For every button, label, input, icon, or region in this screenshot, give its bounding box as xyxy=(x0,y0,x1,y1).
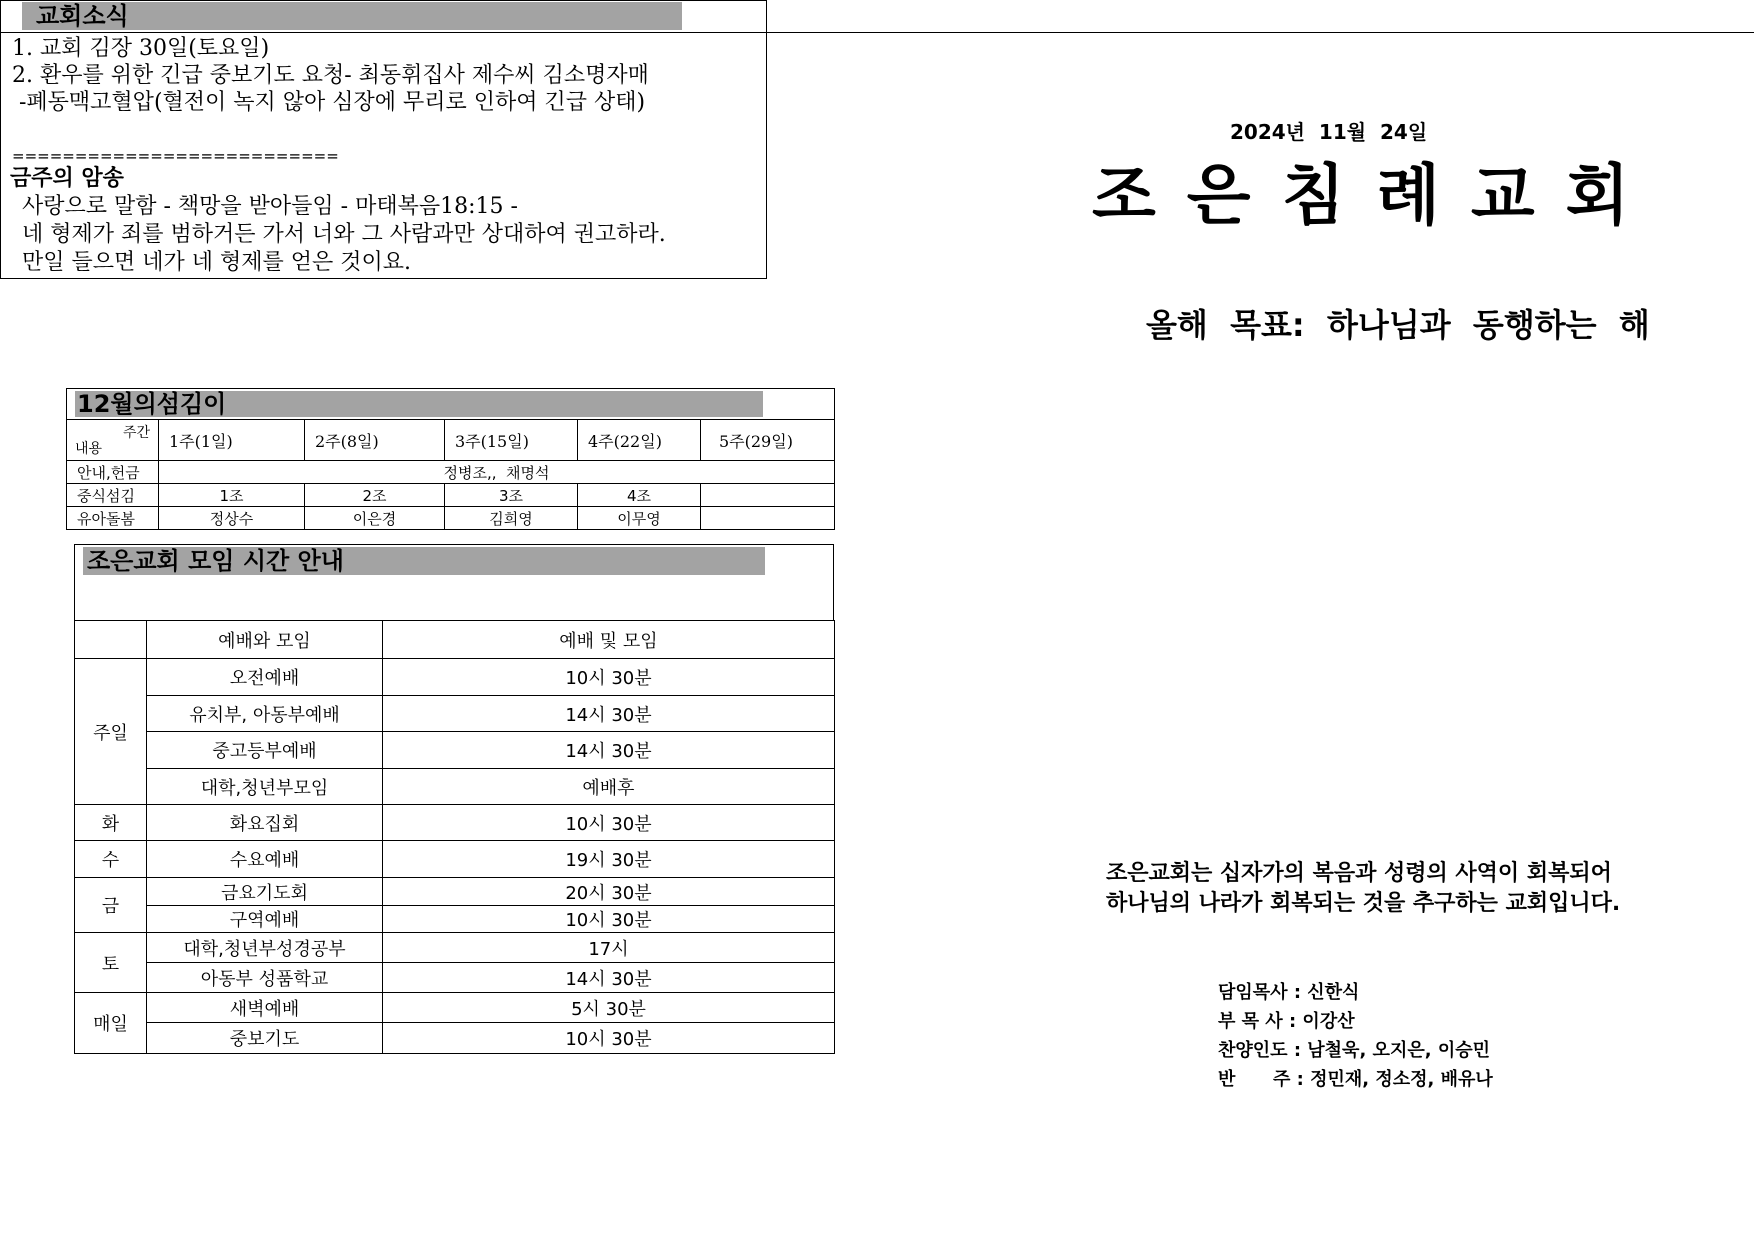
servers-table xyxy=(66,388,835,530)
childcare-week-3: 김희영 xyxy=(445,507,578,530)
meeting-time: 10시 30분 xyxy=(383,906,835,933)
day-friday: 금 xyxy=(75,878,147,933)
memory-verse-line-1: 사랑으로 말함 - 책망을 받아들임 - 마태복음18:15 - xyxy=(22,194,518,219)
meeting-name: 오전예배 xyxy=(147,659,383,696)
meeting-time: 예배후 xyxy=(383,769,835,805)
memory-verse-line-3: 만일 들으면 네가 네 형제를 얻은 것이요. xyxy=(22,250,411,275)
meetings-header-blank xyxy=(75,621,147,659)
lunch-week-2: 2조 xyxy=(305,484,445,507)
meeting-name: 수요예배 xyxy=(147,841,383,878)
lunch-week-1: 1조 xyxy=(159,484,305,507)
corner-week-label: 주간 xyxy=(122,425,150,441)
meetings-table xyxy=(74,620,835,1054)
meeting-name: 화요집회 xyxy=(147,805,383,841)
meeting-time: 19시 30분 xyxy=(383,841,835,878)
news-item-1: 1. 교회 김장 30일(토요일) xyxy=(12,36,270,61)
week-header-4: 4주(22일) xyxy=(578,420,701,461)
row-label-ushers: 안내,헌금 xyxy=(67,461,159,484)
childcare-week-4: 이무영 xyxy=(578,507,701,530)
meeting-time: 20시 30분 xyxy=(383,878,835,906)
lunch-week-4: 4조 xyxy=(578,484,701,507)
servers-corner-cell xyxy=(67,420,159,461)
meeting-name: 아동부 성품학교 xyxy=(147,963,383,993)
meeting-name: 중고등부예배 xyxy=(147,732,383,769)
meeting-name: 대학,청년부성경공부 xyxy=(147,933,383,963)
meeting-time: 10시 30분 xyxy=(383,1023,835,1054)
meeting-time: 14시 30분 xyxy=(383,963,835,993)
meeting-name: 중보기도 xyxy=(147,1023,383,1054)
meeting-time: 14시 30분 xyxy=(383,732,835,769)
week-header-5: 5주(29일) xyxy=(701,420,835,461)
day-tuesday: 화 xyxy=(75,805,147,841)
week-header-2: 2주(8일) xyxy=(305,420,445,461)
lunch-week-3: 3조 xyxy=(445,484,578,507)
meeting-name: 구역예배 xyxy=(147,906,383,933)
meeting-time: 14시 30분 xyxy=(383,696,835,732)
week-header-3: 3주(15일) xyxy=(445,420,578,461)
day-wednesday: 수 xyxy=(75,841,147,878)
meetings-title: 조은교회 모임 시간 안내 xyxy=(83,547,765,575)
church-name: 조 은 침 례 교 회 xyxy=(1092,157,1634,234)
church-news-separator xyxy=(0,32,1754,33)
row-label-lunch: 중식섬김 xyxy=(67,484,159,507)
news-item-2: 2. 환우를 위한 긴급 중보기도 요청- 최동휘집사 제수씨 김소명자매 xyxy=(12,63,649,88)
childcare-week-1: 정상수 xyxy=(159,507,305,530)
corner-content-label: 내용 xyxy=(75,441,103,457)
meetings-header-name: 예배와 모임 xyxy=(147,621,383,659)
day-saturday: 토 xyxy=(75,933,147,993)
staff-associate-pastor: 부 목 사 : 이강산 xyxy=(1218,1011,1355,1032)
church-news-box xyxy=(0,0,767,279)
day-sunday: 주일 xyxy=(75,659,147,805)
servers-title: 12월의섬김이 xyxy=(75,391,763,417)
mission-line-1: 조은교회는 십자가의 복음과 성령의 사역이 회복되어 xyxy=(1106,861,1612,886)
staff-accompanists: 반 주 : 정민재, 정소정, 배유나 xyxy=(1218,1069,1493,1090)
meeting-name: 새벽예배 xyxy=(147,993,383,1023)
servers-title-cell xyxy=(67,389,835,420)
meetings-title-box xyxy=(74,544,834,620)
church-news-title: 교회소식 xyxy=(22,2,682,30)
memory-verse-title: 금주의 암송 xyxy=(10,166,124,191)
staff-worship-leaders: 찬양인도 : 남철욱, 오지은, 이승민 xyxy=(1218,1040,1490,1061)
meeting-time: 10시 30분 xyxy=(383,805,835,841)
mission-line-2: 하나님의 나라가 회복되는 것을 추구하는 교회입니다. xyxy=(1106,891,1621,916)
meetings-header-time: 예배 및 모임 xyxy=(383,621,835,659)
year-goal: 올해 목표: 하나님과 동행하는 해 xyxy=(1146,306,1650,344)
meeting-name: 유치부, 아동부예배 xyxy=(147,696,383,732)
news-item-3: -폐동맥고혈압(혈전이 녹지 않아 심장에 무리로 인하여 긴급 상태) xyxy=(12,90,646,115)
row-label-childcare: 유아돌봄 xyxy=(67,507,159,530)
memory-verse-line-2: 네 형제가 죄를 범하거든 가서 너와 그 사람과만 상대하여 권고하라. xyxy=(22,222,666,247)
meeting-name: 대학,청년부모임 xyxy=(147,769,383,805)
childcare-week-5 xyxy=(701,507,835,530)
ushers-names: 정병조,, 채명석 xyxy=(159,461,835,484)
meeting-name: 금요기도회 xyxy=(147,878,383,906)
bulletin-date: 2024년 11월 24일 xyxy=(1230,120,1428,144)
meeting-time: 10시 30분 xyxy=(383,659,835,696)
staff-senior-pastor: 담임목사 : 신한식 xyxy=(1218,982,1360,1003)
day-daily: 매일 xyxy=(75,993,147,1054)
meeting-time: 5시 30분 xyxy=(383,993,835,1023)
childcare-week-2: 이은경 xyxy=(305,507,445,530)
lunch-week-5 xyxy=(701,484,835,507)
meeting-time: 17시 xyxy=(383,933,835,963)
news-divider: ========================== xyxy=(12,147,339,165)
week-header-1: 1주(1일) xyxy=(159,420,305,461)
